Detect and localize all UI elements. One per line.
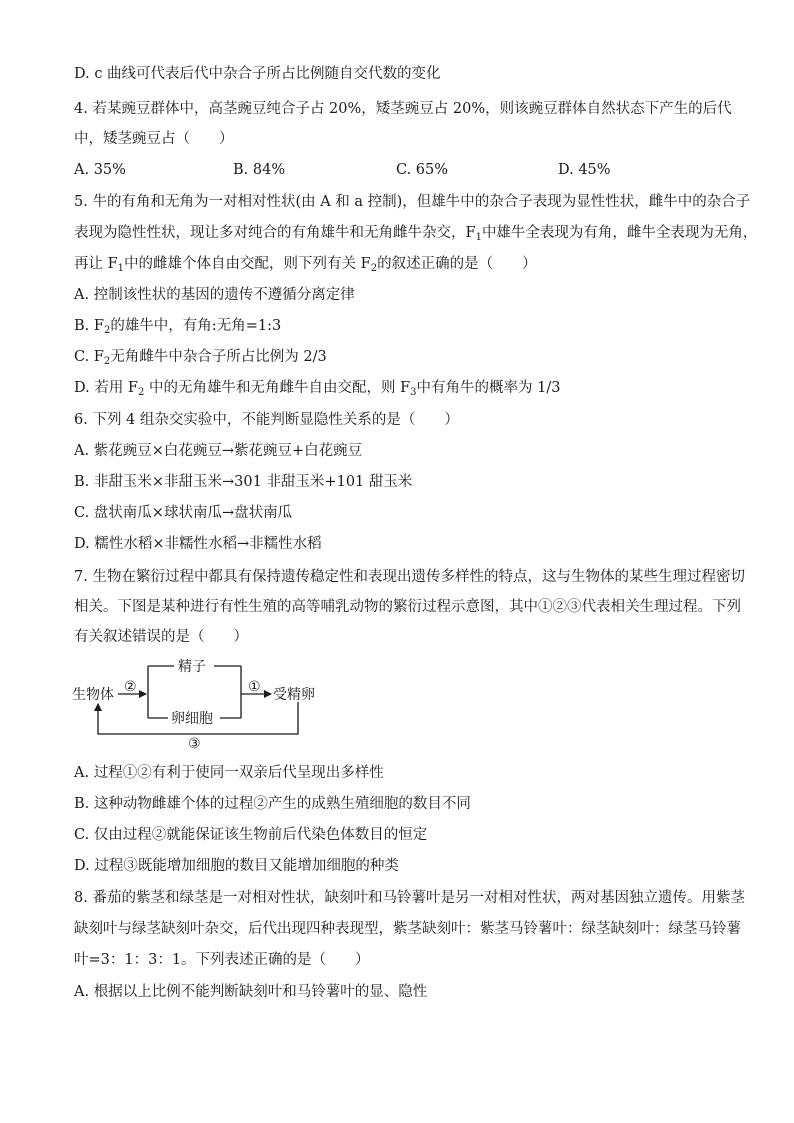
- zygote-label: 受精卵: [273, 687, 315, 703]
- q8-stem-line1: 8. 番茄的紫茎和绿茎是一对相对性状，缺刻叶和马铃薯叶是另一对相对性状，两对基因独立遗传。用紫茎: [74, 890, 745, 906]
- q4-option-a: A. 35%: [74, 162, 126, 178]
- q5-stem-line2: [74, 223, 757, 243]
- text-segment: 中雄牛全表现为有角，雌牛全表现为无角，: [481, 225, 758, 241]
- subscript: 2: [370, 263, 378, 274]
- text-segment: 中的雌雄个体自由交配，则下列有关 F: [124, 256, 371, 272]
- text-segment: 中有角牛的概率为 1/3: [416, 380, 561, 396]
- q5-option-b: [74, 316, 281, 336]
- q4-option-b: B. 84%: [233, 162, 286, 178]
- q6-option-a: A. 紫花豌豆×白花豌豆→紫花豌豆+白花豌豆: [74, 443, 363, 459]
- text-segment: 表现为隐性性状，现让多对纯合的有角雄牛和无角雌牛杂交，F: [74, 225, 476, 241]
- q5-stem-line1: 5. 牛的有角和无角为一对相对性状(由 A 和 a 控制)，但雄牛中的杂合子表现为显性性状，雌牛中的杂合子: [74, 194, 751, 210]
- q5-stem-line3: [74, 254, 537, 274]
- sperm-label: 精子: [178, 659, 206, 675]
- process-3-label: ③: [188, 736, 201, 750]
- q7-option-b: B. 这种动物雌雄个体的过程②产生的成熟生殖细胞的数目不同: [74, 796, 471, 812]
- q6-option-b: B. 非甜玉米×非甜玉米→301 非甜玉米+101 甜玉米: [74, 474, 413, 490]
- reproduction-process-diagram: [70, 654, 330, 750]
- q7-stem-line3: 有关叙述错误的是（ ）: [74, 629, 248, 645]
- text-segment: 中的无角雄牛和无角雌牛自由交配，则 F: [144, 380, 411, 396]
- process-1-label: ①: [248, 679, 261, 695]
- q6-stem: 6. 下列 4 组杂交实验中，不能判断显隐性关系的是（ ）: [74, 412, 459, 428]
- q4-option-d: D. 45%: [558, 162, 611, 178]
- q8-option-a: A. 根据以上比例不能判断缺刻叶和马铃薯叶的显、隐性: [74, 984, 428, 1000]
- q5-option-d: [74, 378, 560, 398]
- q5-option-a: A. 控制该性状的基因的遗传不遵循分离定律: [74, 287, 355, 303]
- subscript: 2: [103, 325, 111, 336]
- subscript: 1: [475, 232, 482, 243]
- q6-option-c: C. 盘状南瓜×球状南瓜→盘状南瓜: [74, 505, 293, 521]
- q7-option-a: A. 过程①②有利于使同一双亲后代呈现出多样性: [74, 765, 384, 781]
- q4-stem-line2: 中，矮茎豌豆占（ ）: [74, 131, 234, 147]
- q8-stem-line2: 缺刻叶与绿茎缺刻叶杂交，后代出现四种表现型，紫茎缺刻叶：紫茎马铃薯叶：绿茎缺刻叶：绿茎马铃薯: [74, 921, 741, 937]
- subscript: 1: [117, 263, 125, 274]
- q7-stem-line2: 相关。下图是某种进行有性生殖的高等哺乳动物的繁衍过程示意图，其中①②③代表相关生理过程。下列: [74, 599, 741, 615]
- subscript: 2: [138, 387, 145, 398]
- text-segment: D. 若用 F: [74, 380, 138, 396]
- q7-stem-line1: 7. 生物在繁衍过程中都具有保持遗传稳定性和表现出遗传多样性的特点，这与生物体的某些生理过程密切: [74, 569, 745, 585]
- q3-option-d: D. c 曲线可代表后代中杂合子所占比例随自交代数的变化: [74, 66, 441, 82]
- text-segment: 的雄牛中，有角:无角=1:3: [110, 318, 282, 334]
- process-2-label: ②: [124, 679, 137, 695]
- subscript: 2: [103, 356, 111, 367]
- q7-option-c: C. 仅由过程②就能保证该生物前后代染色体数目的恒定: [74, 827, 428, 843]
- text-segment: 再让 F: [74, 256, 118, 272]
- egg-label: 卵细胞: [171, 711, 213, 727]
- q6-option-d: D. 糯性水稻×非糯性水稻→非糯性水稻: [74, 536, 322, 552]
- q4-option-c: C. 65%: [396, 162, 449, 178]
- organism-label: 生物体: [72, 687, 114, 703]
- text-segment: B. F: [74, 318, 104, 334]
- q7-option-d: D. 过程③既能增加细胞的数目又能增加细胞的种类: [74, 858, 399, 874]
- q4-stem-line1: 4. 若某豌豆群体中，高茎豌豆纯合子占 20%，矮茎豌豆占 20%，则该豌豆群体自然状态下产生的后代: [74, 101, 732, 117]
- q8-stem-line3: 叶=3：1：3：1。下列表述正确的是（ ）: [74, 952, 370, 968]
- text-segment: C. F: [74, 349, 104, 365]
- subscript: 3: [410, 387, 417, 398]
- text-segment: 无角雌牛中杂合子所占比例为 2/3: [110, 349, 327, 365]
- text-segment: 的叙述正确的是（ ）: [377, 256, 537, 272]
- q5-option-c: [74, 347, 327, 367]
